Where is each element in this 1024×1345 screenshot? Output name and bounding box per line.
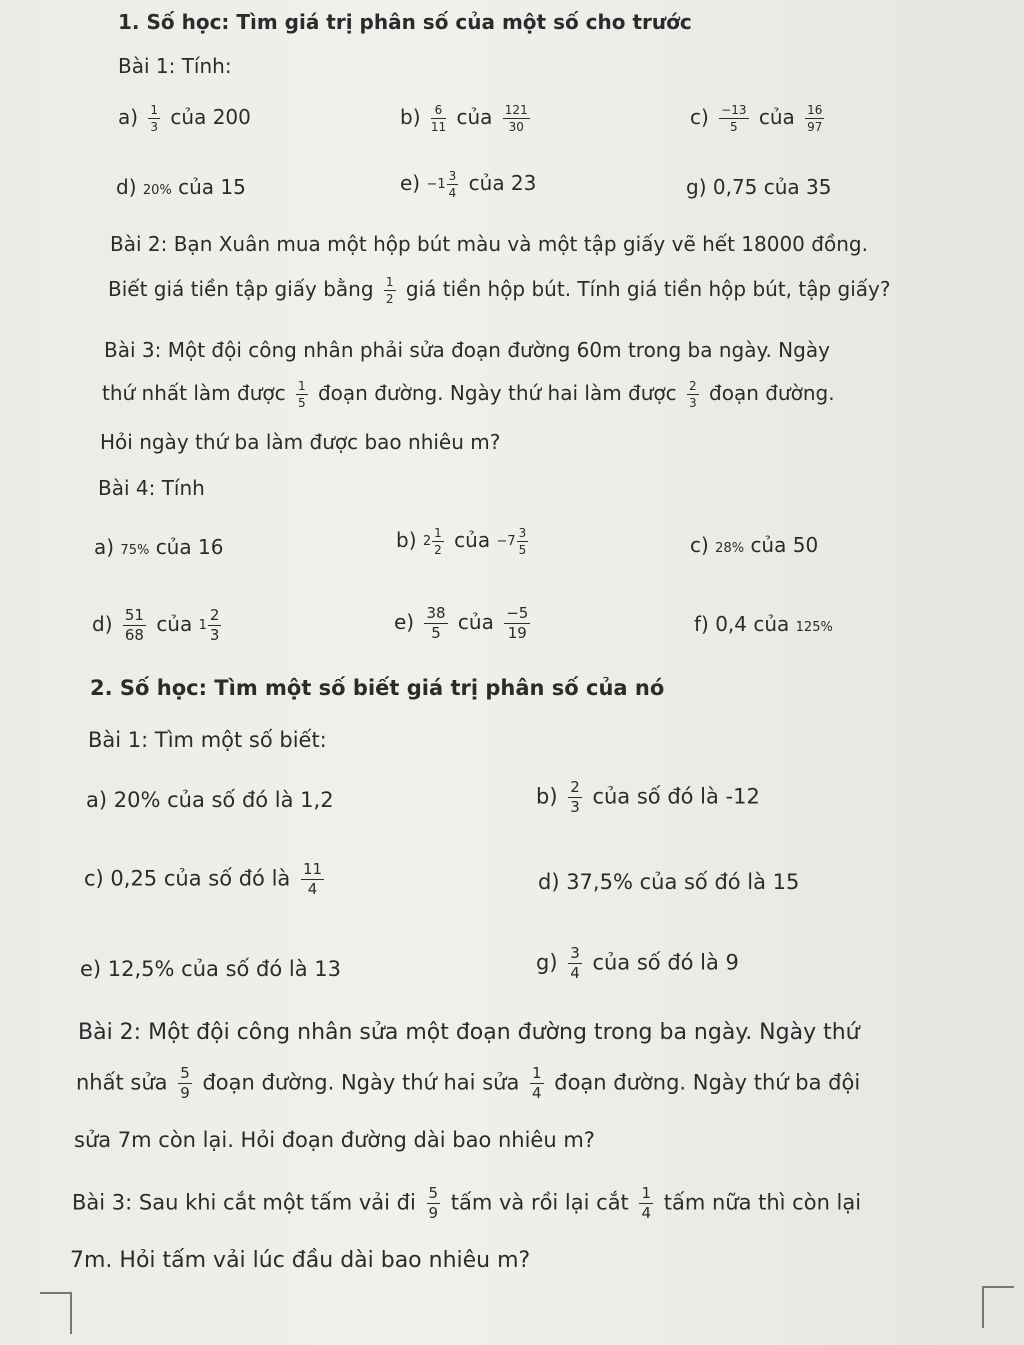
problem-2-1g: g) $\frac{3}{4}$ của số đó là 9 [536, 944, 739, 982]
problem-4b: b) 2 $\frac{1}{2}$ của −7 $\frac{3}{5}$ [396, 526, 527, 557]
problem-4e: e) $\frac{38}{5}$ của $\frac{-5}{19}$ [394, 604, 529, 642]
exercise-2-3-line-2: 7m. Hỏi tấm vải lúc đầu dài bao nhiêu m? [70, 1248, 531, 1273]
section-1-title: 1. Số học: Tìm giá trị phân số của một số cho trước [118, 10, 692, 34]
problem-2-1b: b) $\frac{2}{3}$ của số đó là -12 [536, 778, 760, 816]
exercise-2-2-line-2: nhất sửa $\frac{5}{9}$ đoạn đường. Ngày thứ hai sửa $\frac{1}{4}$ đoạn đường. Ngày thứ ba đội [76, 1064, 861, 1102]
exercise-1-title: Bài 1: Tính: [118, 54, 232, 78]
problem-4a: a) 75% của 16 [94, 535, 224, 559]
problem-1b: b) $\frac{6}{11}$ của $\frac{121}{30}$ [400, 103, 528, 134]
problem-1d: d) 20% của 15 [116, 175, 246, 199]
exercise-2-line-2: Biết giá tiền tập giấy bằng $\frac{1}{2}$ giá tiền hộp bút. Tính giá tiền hộp bút, tập giấy? [108, 275, 891, 306]
problem-2-1a: a) 20% của số đó là 1,2 [86, 788, 334, 812]
exercise-3-line-3: Hỏi ngày thứ ba làm được bao nhiêu m? [100, 430, 501, 454]
corner-mark-left [40, 1292, 72, 1334]
problem-2-1c: c) 0,25 của số đó là $\frac{11}{4}$ [84, 860, 323, 898]
exercise-3-line-1: Bài 3: Một đội công nhân phải sửa đoạn đường 60m trong ba ngày. Ngày [104, 338, 830, 362]
problem-1g: g) 0,75 của 35 [686, 175, 832, 199]
problem-4c: c) 28% của 50 [690, 533, 819, 557]
exercise-4-title: Bài 4: Tính [98, 476, 205, 500]
problem-1c: c) $\frac{-13}{5}$ của $\frac{16}{97}$ [690, 103, 823, 134]
problem-4d: d) $\frac{51}{68}$ của 1 $\frac{2}{3}$ [92, 606, 220, 644]
section-2-title: 2. Số học: Tìm một số biết giá trị phân số của nó [90, 676, 665, 700]
exercise-2-2-line-1: Bài 2: Một đội công nhân sửa một đoạn đường trong ba ngày. Ngày thứ [78, 1020, 860, 1045]
problem-4f: f) 0,4 của 125% [694, 612, 833, 636]
corner-mark-right [982, 1286, 1014, 1328]
problem-2-1d: d) 37,5% của số đó là 15 [538, 870, 800, 894]
exercise-2-1-title: Bài 1: Tìm một số biết: [88, 728, 327, 752]
problem-1a: a) $\frac{1}{3}$ của 200 [118, 103, 251, 134]
exercise-2-line-1: Bài 2: Bạn Xuân mua một hộp bút màu và một tập giấy vẽ hết 18000 đồng. [110, 232, 868, 256]
problem-1e: e) −1 $\frac{3}{4}$ của 23 [400, 169, 537, 200]
exercise-3-line-2: thứ nhất làm được $\frac{1}{5}$ đoạn đường. Ngày thứ hai làm được $\frac{2}{3}$ đoạn đường. [102, 379, 835, 410]
problem-2-1e: e) 12,5% của số đó là 13 [80, 957, 341, 981]
exercise-2-3-line-1: Bài 3: Sau khi cắt một tấm vải đi $\frac{5}{9}$ tấm và rồi lại cắt $\frac{1}{4}$ tấm nữa thì còn lại [72, 1184, 862, 1222]
exercise-2-2-line-3: sửa 7m còn lại. Hỏi đoạn đường dài bao nhiêu m? [74, 1128, 595, 1152]
